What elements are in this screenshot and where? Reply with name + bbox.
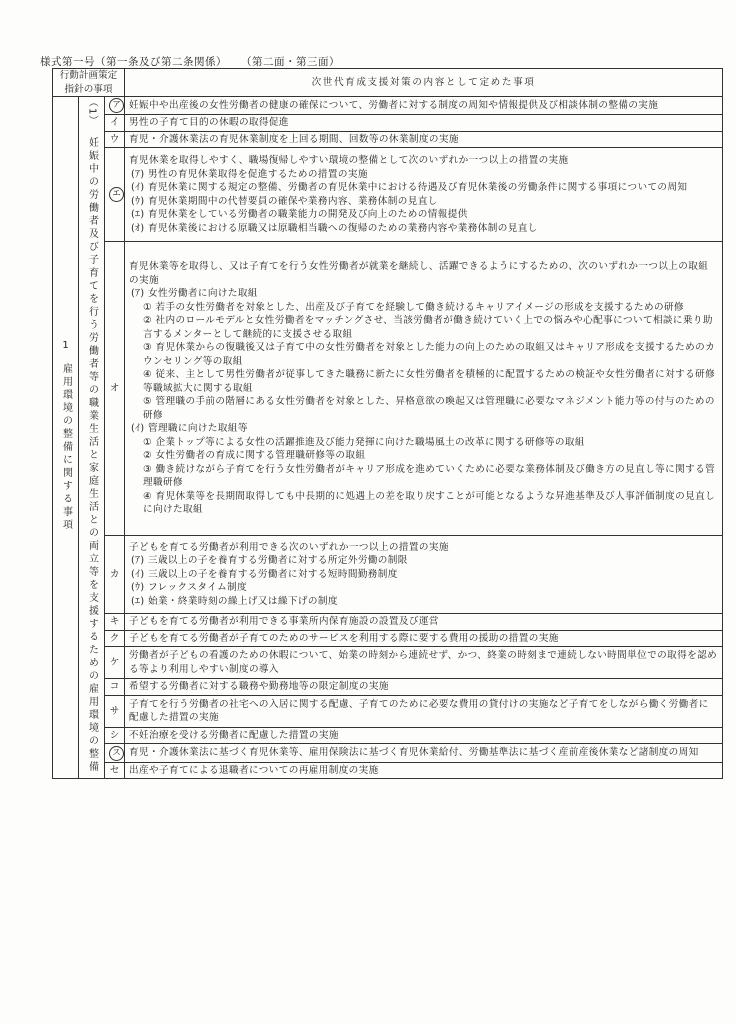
section-cell xyxy=(53,97,79,779)
item-content-cell xyxy=(125,647,723,679)
item-subtext: (ｲ) 三歳以上の子を養育する労働者に対する短時間勤務制度 xyxy=(131,568,398,580)
table-row xyxy=(53,727,723,744)
item-mark-cell xyxy=(105,647,125,679)
item-subtext: (ｱ) 三歳以上の子を養育する労働者に対する所定外労働の制限 xyxy=(131,555,408,567)
measures-table xyxy=(52,68,723,779)
item-mark: サ xyxy=(109,705,120,717)
table-header-row xyxy=(53,69,723,97)
item-content-cell xyxy=(125,630,723,647)
item-mark-circled: ア xyxy=(109,98,124,113)
table-row xyxy=(53,762,723,779)
item-content-cell xyxy=(125,762,723,779)
header-guideline-items: 行動計画策定指針の事項 xyxy=(53,69,125,97)
item-mark-cell xyxy=(105,97,125,115)
item-mark: カ xyxy=(109,568,120,580)
item-subtext: ③ 働き続けながら子育てを行う女性労働者がキャリア形成を進めていくために必要な業務体制及び働き方の見直し等に関する管理職研修 xyxy=(143,463,716,489)
subsection-title: 妊娠中の労働者及び子育てを行う労働者等の職業生活と家庭生活との両立等を支援するための雇用環境の整備 xyxy=(86,136,98,774)
subsection-cell xyxy=(79,97,105,779)
item-mark-circled: エ xyxy=(109,187,124,202)
subsection-number: （1） xyxy=(86,97,98,127)
sheet-label: （第二面・第三面） xyxy=(241,56,340,68)
item-text: 育児・介護休業法の育児休業制度を上回る期間、回数等の休業制度の実施 xyxy=(129,133,459,145)
item-content-cell xyxy=(125,679,723,696)
table-row xyxy=(53,679,723,696)
table-row xyxy=(53,242,723,536)
item-subtext: (ｴ) 育児休業をしている労働者の職業能力の開発及び向上のための情報提供 xyxy=(131,209,468,221)
table-row xyxy=(53,536,723,614)
item-subtext: ① 若手の女性労働者を対象とした、出産及び子育てを経験して働き続けるキャリアイメージの形成を支援するための研修 xyxy=(143,301,684,313)
item-text: 希望する労働者に対する職務や勤務地等の限定制度の実施 xyxy=(129,681,389,693)
table-row xyxy=(53,647,723,679)
item-content-cell xyxy=(125,695,723,727)
item-subtext: ④ 従来、主として男性労働者が従事してきた職務に新たに女性労働者を積極的に配置するための検証や女性労働者に対する研修等職域拡大に関する取組 xyxy=(143,369,716,394)
item-text: 男性の子育て目的の休暇の取得促進 xyxy=(129,117,289,129)
item-mark-cell xyxy=(105,148,125,242)
item-content-cell xyxy=(125,536,723,614)
item-subtext: (ｲ) 管理職に向けた取組等 xyxy=(131,423,248,435)
item-content-cell xyxy=(125,727,723,744)
item-mark: ク xyxy=(109,632,120,644)
item-mark-cell xyxy=(105,115,125,132)
item-subtext: ① 企業トップ等による女性の活躍推進及び能力発揮に向けた職場風土の改革に関する研修等の取組 xyxy=(143,436,585,448)
item-subtext: ② 女性労働者の育成に関する管理職研修等の取組 xyxy=(143,450,366,462)
item-mark-cell xyxy=(105,614,125,631)
item-text: 子どもを育てる労働者が利用できる次のいずれか一つ以上の措置の実施 xyxy=(129,541,449,553)
item-subtext: ⑤ 管理職の手前の階層にある女性労働者を対象とした、昇格意欲の喚起又は管理職に必要なマネジメント能力等の付与のための研修 xyxy=(143,396,715,421)
table-row xyxy=(53,131,723,148)
section-number: 1 xyxy=(62,340,69,352)
item-subtext: (ｲ) 育児休業に関する規定の整備、労働者の育児休業中における待遇及び育児休業後の労働条件に関する事項についての周知 xyxy=(131,182,688,194)
header-measures: 次世代育成支援対策の内容として定めた事項 xyxy=(125,69,723,97)
item-mark: ケ xyxy=(109,657,120,669)
table-row xyxy=(53,148,723,242)
item-content-cell xyxy=(125,614,723,631)
item-text: 出産や子育てによる退職者についての再雇用制度の実施 xyxy=(129,764,379,776)
item-mark-cell xyxy=(105,131,125,148)
item-mark: コ xyxy=(109,681,120,693)
item-text: 不妊治療を受ける労働者に配慮した措置の実施 xyxy=(129,729,339,741)
item-mark-cell xyxy=(105,536,125,614)
item-subtext: ④ 育児休業等を長期間取得しても中長期的に処遇上の差を取り戻すことが可能となるような昇進基準及び人事評価制度の見直しに向けた取組 xyxy=(143,490,716,516)
item-mark-cell xyxy=(105,727,125,744)
item-mark: シ xyxy=(109,729,120,741)
form-label: 様式第一号（第一条及び第二条関係） xyxy=(40,56,227,68)
item-subtext: ② 社内のロールモデルと女性労働者をマッチングさせ、当該労働者が働き続けていく上での悩みや心配事について相談に乗り助言するメンターとして継続的に支援させる取組 xyxy=(143,315,713,340)
item-text: 子育てを行う労働者の社宅への入居に関する配慮、子育てのために必要な費用の貸付けの実施など子育てをしながら働く労働者に配慮した措置の実施 xyxy=(129,698,709,724)
form-header xyxy=(40,54,340,69)
item-mark-cell xyxy=(105,744,125,762)
item-subtext: (ｱ) 男性の育児休業取得を促進するための措置の実施 xyxy=(131,168,368,180)
table-row xyxy=(53,695,723,727)
table-row xyxy=(53,614,723,631)
item-mark: オ xyxy=(109,382,120,394)
section-title: 雇用環境の整備に関する事項 xyxy=(60,362,72,532)
item-text: 育児休業等を取得し、又は子育てを行う女性労働者が就業を継続し、活躍できるようにするための、次のいずれか一つ以上の取組の実施 xyxy=(129,261,709,286)
item-content-cell xyxy=(125,744,723,762)
item-text: 妊娠中や出産後の女性労働者の健康の確保について、労働者に対する制度の周知や情報提供及び相談体制の整備の実施 xyxy=(129,99,659,111)
item-content-cell xyxy=(125,97,723,115)
item-text: 労働者が子どもの看護のための休暇について、始業の時刻から連続せず、かつ、終業の時刻まで連続しない時間単位での取得を認める等より利用しやすい制度の導入 xyxy=(129,650,718,675)
table-row xyxy=(53,630,723,647)
item-subtext: (ｳ) 育児休業期間中の代替要員の確保や業務内容、業務体制の見直し xyxy=(131,195,438,207)
item-mark: キ xyxy=(109,616,120,628)
item-mark-circled: ス xyxy=(109,746,124,761)
item-mark: イ xyxy=(109,117,120,129)
table-row xyxy=(53,97,723,115)
item-mark-cell xyxy=(105,242,125,536)
item-text: 子どもを育てる労働者が子育てのためのサービスを利用する際に要する費用の援助の措置の実施 xyxy=(129,632,559,644)
item-mark-cell xyxy=(105,762,125,779)
item-subtext: (ｱ) 女性労働者に向けた取組 xyxy=(131,288,258,300)
table-row xyxy=(53,744,723,762)
item-content-cell xyxy=(125,242,723,536)
item-text: 育児休業を取得しやすく、職場復帰しやすい環境の整備として次のいずれか一つ以上の措置の実施 xyxy=(129,155,569,167)
item-mark-cell xyxy=(105,630,125,647)
item-subtext: (ｳ) フレックスタイム制度 xyxy=(131,582,248,594)
item-subtext: (ｵ) 育児休業後における原職又は原職相当職への復帰のための業務内容や業務体制の見直し xyxy=(131,222,538,234)
item-content-cell xyxy=(125,115,723,132)
item-subtext: ③ 育児休業からの復職後又は子育て中の女性労働者を対象とした能力の向上のための取組又はキャリア形成を支援するためのカウンセリング等の取組 xyxy=(143,342,716,367)
table-row xyxy=(53,115,723,132)
item-content-cell xyxy=(125,131,723,148)
item-subtext: (ｴ) 始業・終業時刻の繰上げ又は繰下げの制度 xyxy=(131,595,338,607)
item-mark-cell xyxy=(105,695,125,727)
item-mark-cell xyxy=(105,679,125,696)
item-mark: セ xyxy=(109,764,120,776)
item-text: 子どもを育てる労働者が利用できる事業所内保育施設の設置及び運営 xyxy=(129,616,439,628)
item-content-cell xyxy=(125,148,723,242)
item-text: 育児・介護休業法に基づく育児休業等、雇用保険法に基づく育児休業給付、労働基準法に基づく産前産後休業など諸制度の周知 xyxy=(129,747,699,759)
item-mark: ウ xyxy=(109,133,120,145)
